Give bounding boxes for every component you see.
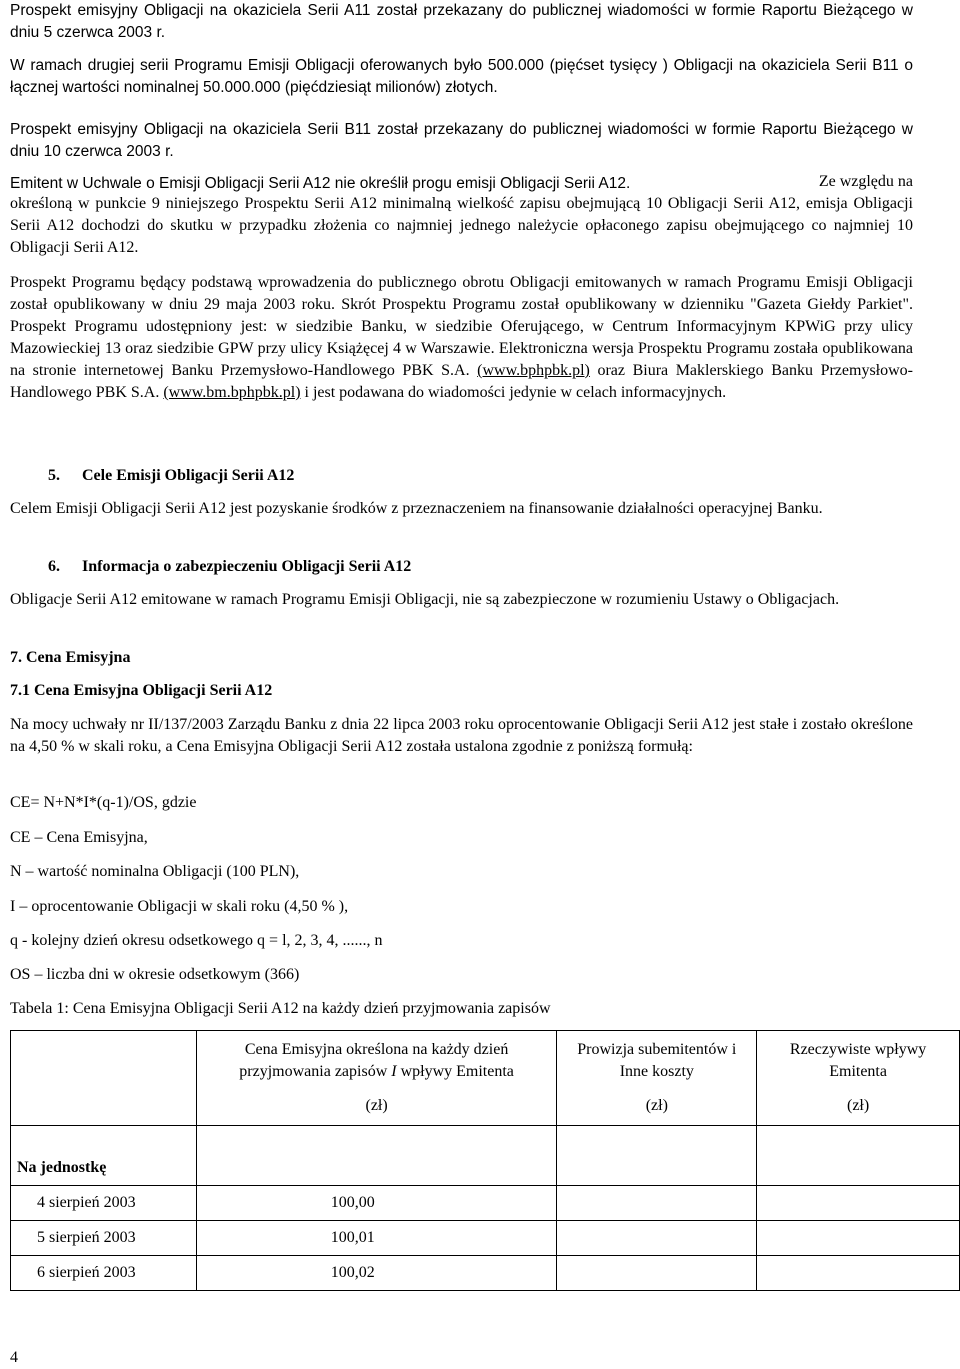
section-5-number: 5. [48,467,60,484]
table-unit-1: (zł) [365,1097,388,1114]
program-prospectus-text-2: oraz Biura Maklerskiego Banku Przemysłowo-Handlowego PBK S.A. [10,362,914,401]
paragraph-emission-threshold: Emitent w Uchwale o Emisji Obligacji Serii A12 nie określił progu emisji Obligacji Serii A12. [10,175,631,192]
brokerage-website-link[interactable]: (www.bm.bphpbk.pl) [163,384,301,401]
table-header-issue-price: Cena Emisyjna określona na każdy dzień przyjmowania zapisów I wpływy Emitenta (zł) [196,1031,557,1126]
paragraph-b11-prospectus: Prospekt emisyjny Obligacji na okaziciela Serii B11 został przekazany do publicznej wiadomości w formie Raportu Bieżącego w dniu 10 czerwca 2003 r. [10,121,913,160]
section-5-text: Celem Emisji Obligacji Serii A12 jest pozyskanie środków z przeznaczeniem na finansowanie działalności operacyjnej Banku. [10,500,823,517]
section-7-title: 7. Cena Emisyjna [10,649,131,666]
formula-n: N – wartość nominalna Obligacji (100 PLN), [10,863,300,880]
formula-os: OS – liczba dni w okresie odsetkowym (366) [10,966,300,983]
section-6-text: Obligacje Serii A12 emitowane w ramach Programu Emisji Obligacji, nie są zabezpieczone w rozumieniu Ustawy o Obligacjach. [10,591,840,608]
table-unit-2: (zł) [645,1097,668,1114]
formula-definition: CE= N+N*I*(q-1)/OS, gdzie [10,794,197,811]
page-number: 4 [10,1349,18,1366]
bank-website-link[interactable]: (www.bphpbk.pl) [477,362,590,379]
italic-i: I [391,1063,397,1080]
formula-q: q - kolejny dzień okresu odsetkowego q = l, 2, 3, 4, ......, n [10,932,383,949]
table-header-actual-proceeds: Rzeczywiste wpływy Emitenta (zł) [757,1031,960,1126]
section-7-1-text: Na mocy uchwały nr II/137/2003 Zarządu Banku z dnia 22 lipca 2003 roku oprocentowanie Obligacji Serii A12 jest stałe i zostało określone na 4,50 % w skali roku, a Cena Emisyjna Obligacji Serii A12 została ustalona zgodnie z poniższą formułą: [10,716,913,755]
table-row [11,1221,960,1256]
paragraph-min-subscription-start: Ze względu na [818,173,913,190]
section-5-title: Cele Emisji Obligacji Serii A12 [82,467,295,484]
table-cell-price: 100,01 [196,1221,557,1256]
section-6-title: Informacja o zabezpieczeniu Obligacji Serii A12 [82,558,412,575]
table-row [11,1186,960,1221]
paragraph-min-subscription: określoną w punkcie 9 niniejszego Prospektu Serii A12 minimalną wielkość zapisu obejmującą 10 Obligacji Serii A12, emisja Obligacji Serii A12 dochodzi do skutku w przypadku złożenia co najmniej jednego należycie opłaconego zapisu obejmującego co najmniej 10 Obligacji Serii A12. [10,195,913,256]
issue-price-table [10,1030,960,1291]
program-prospectus-text: Prospekt Programu będący podstawą wprowadzenia do publicznego obrotu Obligacji emitowanych w ramach Programu Emisji Obligacji został opublikowany w dniu 29 maja 2003 roku. Skrót Prospektu Programu został opublikowany w dzienniku "Gazeta Giełdy Parkiet". Prospekt Programu udostępniony jest: w siedzibie Banku, w siedzibie Oferującego, w Centrum Informacyjnym KPWiG przy ulicy Mazowieckiej 13 oraz siedzibie GPW przy ulicy Książęcej 4 w Warszawie. Elektroniczna wersja Prospektu Programu została opublikowana na stronie internetowej Banku Przemysłowo-Handlowego PBK S.A. [10,274,913,379]
table-header-commission: Prowizja subemitentów i Inne koszty (zł) [557,1031,757,1126]
table-caption: Tabela 1: Cena Emisyjna Obligacji Serii A12 na każdy dzień przyjmowania zapisów [10,1000,551,1017]
table-group-label: Na jednostkę [11,1126,197,1186]
table-unit-3: (zł) [847,1097,870,1114]
section-6-number: 6. [48,558,60,575]
formula-i: I – oprocentowanie Obligacji w skali roku (4,50 % ), [10,898,349,915]
section-7-1-title: 7.1 Cena Emisyjna Obligacji Serii A12 [10,682,273,699]
paragraph-program-prospectus [10,272,913,404]
table-cell-date: 5 sierpień 2003 [11,1221,197,1256]
table-header-empty [11,1031,197,1126]
table-cell-date: 6 sierpień 2003 [11,1256,197,1291]
table-header-row [11,1031,960,1126]
paragraph-b11-series: W ramach drugiej serii Programu Emisji Obligacji oferowanych było 500.000 (pięćset tysięcy ) Obligacji na okaziciela Serii B11 o łącznej wartości nominalnej 50.000.000 (pięćdziesiąt milionów) złotych. [10,57,913,96]
table-cell-date: 4 sierpień 2003 [11,1186,197,1221]
formula-ce: CE – Cena Emisyjna, [10,829,148,846]
table-cell-price: 100,00 [196,1186,557,1221]
table-cell-price: 100,02 [196,1256,557,1291]
table-group-row [11,1126,960,1186]
table-row [11,1256,960,1291]
paragraph-a11-prospectus: Prospekt emisyjny Obligacji na okaziciela Serii A11 został przekazany do publicznej wiadomości w formie Raportu Bieżącego w dniu 5 czerwca 2003 r. [10,2,913,41]
program-prospectus-text-3: i jest podawana do wiadomości jedynie w celach informacyjnych. [304,384,727,401]
